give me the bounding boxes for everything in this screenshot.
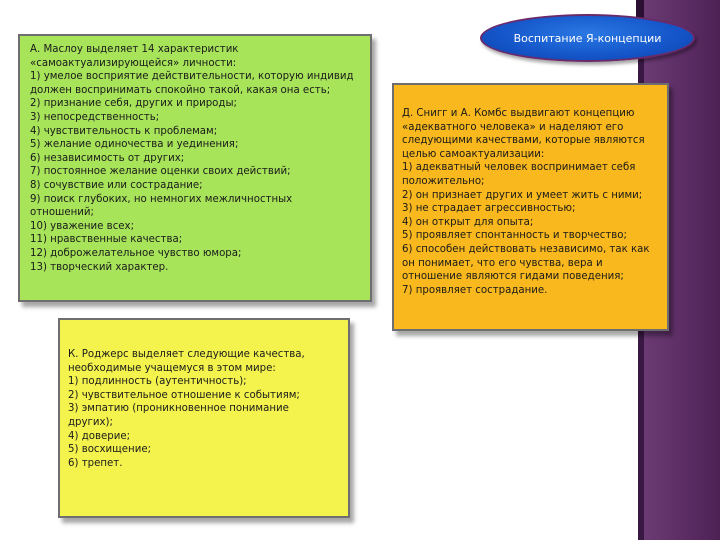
snygg-line: отношение являются гидами поведения; [402, 271, 624, 283]
maslow-line: 2) признание себя, других и природы; [30, 98, 237, 110]
maslow-text-box [18, 34, 372, 302]
maslow-line: 6) независимость от других; [30, 152, 185, 164]
rogers-line: других); [68, 416, 113, 428]
rogers-line: 6) трепет. [68, 457, 123, 469]
snygg-line: 1) адекватный человек воспринимает себя [402, 162, 636, 174]
snygg-line: положительно; [402, 175, 485, 187]
maslow-line: «самоактуализирующейся» личности: [30, 57, 237, 69]
slide-title [480, 14, 695, 62]
rogers-line: 4) доверие; [68, 430, 131, 442]
snygg-combs-text-box [392, 83, 669, 331]
maslow-line: 9) поиск глубоких, но немногих межличностных [30, 193, 293, 205]
maslow-line: 4) чувствительность к проблемам; [30, 125, 218, 137]
maslow-line: 1) умелое восприятие действительности, которую индивид [30, 71, 354, 83]
snygg-line: 4) он открыт для опыта; [402, 216, 534, 228]
snygg-line: целью самоактуализации: [402, 148, 545, 160]
rogers-text-box [58, 318, 350, 518]
rogers-line: К. Роджерс выделяет следующие качества, [68, 349, 305, 360]
maslow-line: А. Маслоу выделяет 14 характеристик [30, 44, 239, 55]
maslow-line: 13) творческий характер. [30, 261, 169, 273]
maslow-line: 7) постоянное желание оценки своих действий; [30, 166, 291, 178]
snygg-line: он понимает, что его чувства, вера и [402, 257, 603, 269]
rogers-line: 1) подлинность (аутентичность); [68, 376, 247, 388]
maslow-line: 5) желание одиночества и уединения; [30, 139, 239, 151]
rogers-line: необходимые учащемуся в этом мире: [68, 362, 276, 374]
snygg-line: 5) проявляет спонтанность и творчество; [402, 230, 627, 242]
slide-title-text: Воспитание Я-концепции [513, 31, 662, 45]
snygg-line: 7) проявляет сострадание. [402, 284, 548, 296]
rogers-line: 3) эмпатию (проникновенное понимание [68, 403, 289, 415]
maslow-line: 10) уважение всех; [30, 220, 135, 232]
snygg-line: 3) не страдает агрессивностью; [402, 203, 576, 215]
snygg-line: 6) способен действовать независимо, так как [402, 243, 650, 255]
maslow-line: 12) доброжелательное чувство юмора; [30, 247, 242, 259]
maslow-line: 11) нравственные качества; [30, 234, 183, 246]
snygg-line: 2) он признает других и умеет жить с ними; [402, 189, 643, 201]
snygg-line: следующими качествами, которые являются [402, 135, 645, 147]
snygg-line: «адекватного человека» и наделяют его [402, 121, 624, 133]
snygg-line: Д. Снигг и А. Комбс выдвигают концепцию [402, 108, 635, 119]
maslow-line: должен воспринимать спокойно такой, какая она есть; [30, 84, 331, 96]
maslow-line: 3) непосредственность; [30, 111, 160, 123]
maslow-line: 8) сочувствие или сострадание; [30, 179, 203, 191]
rogers-line: 5) восхищение; [68, 444, 152, 456]
maslow-line: отношений; [30, 207, 94, 219]
rogers-line: 2) чувствительное отношение к событиям; [68, 389, 300, 401]
